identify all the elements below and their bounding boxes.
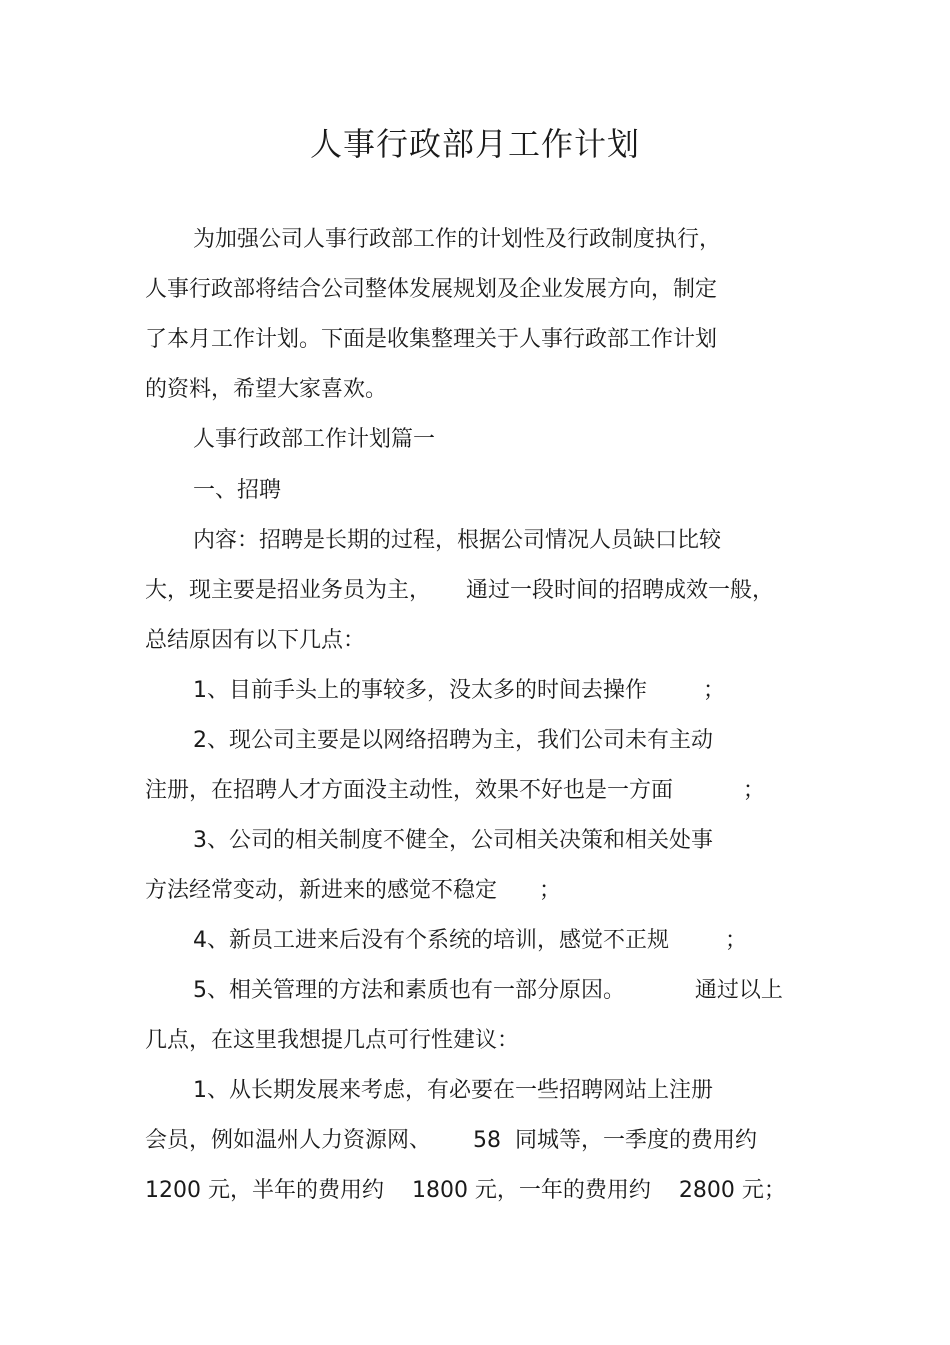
body-line-2: 人事行政部将结合公司整体发展规划及企业发展方向，制定 (145, 277, 718, 302)
body-line-7: 内容：招聘是长期的过程，根据公司情况人员缺口比较 (193, 528, 722, 553)
body-line-8: 大，现主要是招业务员为主， 通过一段时间的招聘成效一般， (145, 578, 774, 603)
body-line-20: 1200 元，半年的费用约 1800 元，一年的费用约 2800 元； (145, 1178, 786, 1203)
body-line-9: 总结原因有以下几点： (145, 628, 366, 653)
body-line-19: 会员，例如温州人力资源网、 58 同城等，一季度的费用约 (145, 1128, 757, 1153)
subsection-heading: 一、招聘 (193, 478, 282, 503)
list-item-1: 1、目前手头上的事较多，没太多的时间去操作 ； (193, 678, 725, 703)
list-item-4: 4、新员工进来后没有个系统的培训，感觉不正规 ； (193, 928, 747, 953)
body-line-14: 方法经常变动，新进来的感觉不稳定 ； (145, 878, 561, 903)
list-item-3: 3、公司的相关制度不健全，公司相关决策和相关处事 (193, 828, 713, 853)
list-item-2: 2、现公司主要是以网络招聘为主，我们公司未有主动 (193, 728, 713, 753)
body-line-17: 几点，在这里我想提几点可行性建议： (145, 1028, 520, 1053)
suggestion-item-1: 1、从长期发展来考虑，有必要在一些招聘网站上注册 (193, 1078, 713, 1103)
body-line-4: 的资料，希望大家喜欢。 (145, 377, 388, 402)
body-line-1: 为加强公司人事行政部工作的计划性及行政制度执行， (193, 227, 722, 252)
list-item-5: 5、相关管理的方法和素质也有一部分原因。 通过以上 (193, 978, 783, 1003)
document-title: 人事行政部月工作计划 (309, 125, 640, 163)
section-heading: 人事行政部工作计划篇一 (193, 427, 436, 452)
body-line-12: 注册，在招聘人才方面没主动性，效果不好也是一方面 ； (145, 778, 765, 803)
body-line-3: 了本月工作计划。下面是收集整理关于人事行政部工作计划 (145, 327, 718, 352)
